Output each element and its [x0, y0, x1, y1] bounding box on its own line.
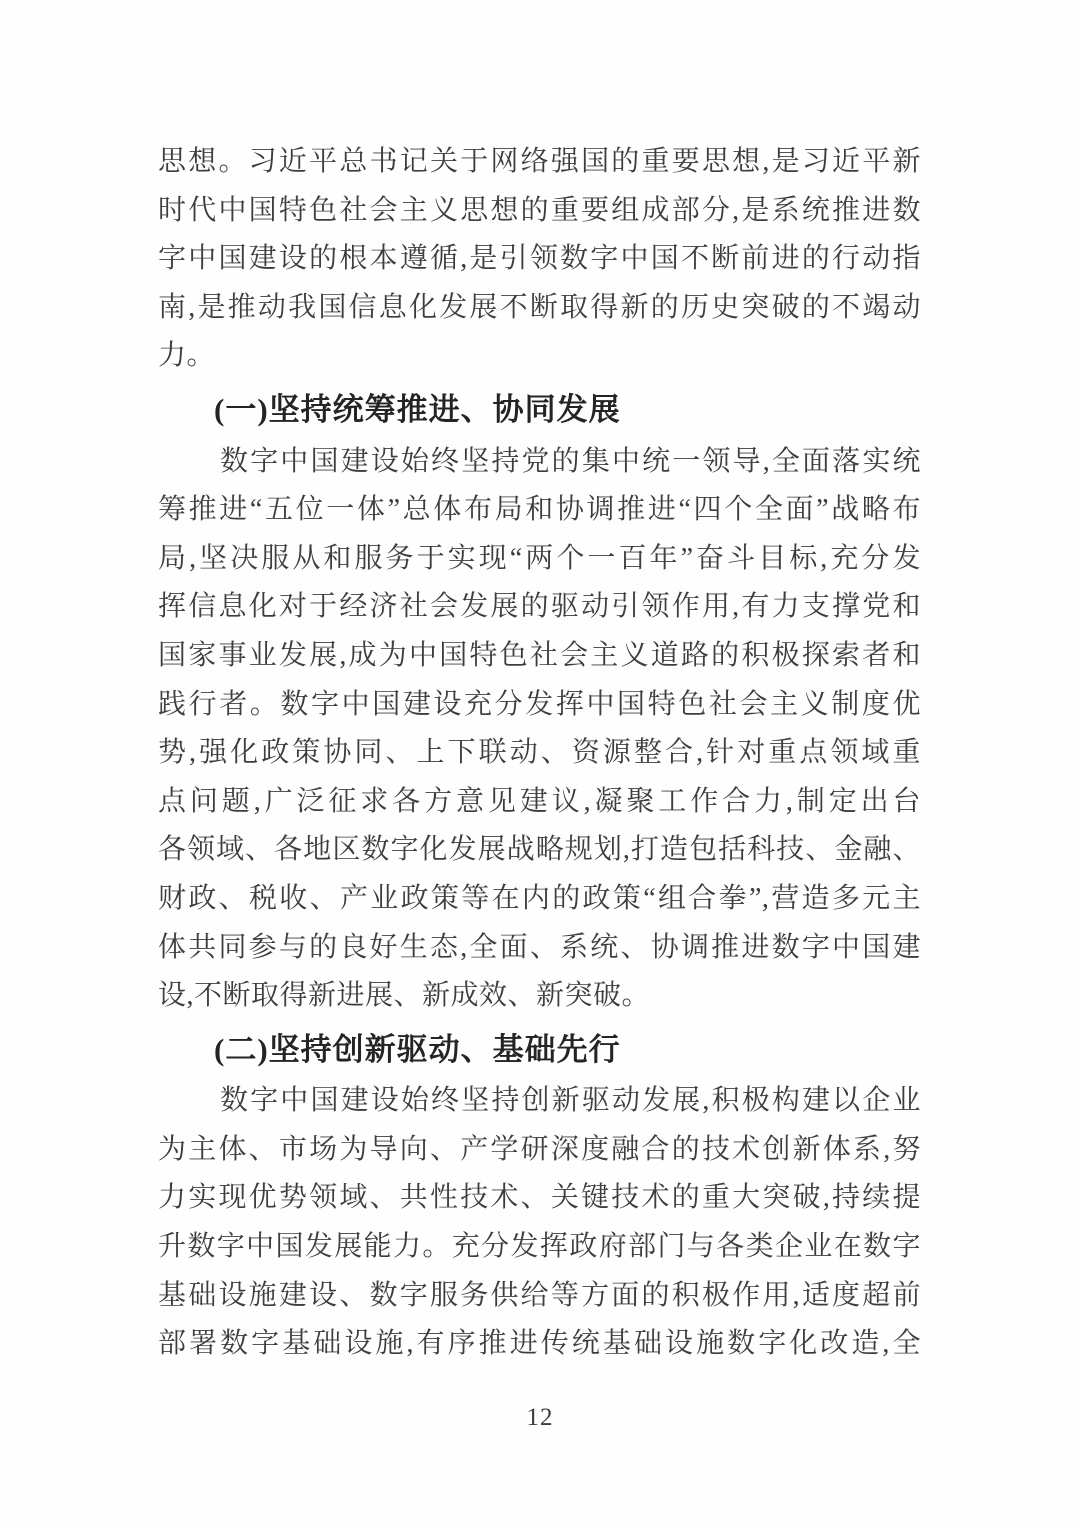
text-line: 设,不断取得新进展、新成效、新突破。	[158, 980, 651, 1012]
text-line: 数字中国建设始终坚持党的集中统一领导,全面落实统	[220, 445, 921, 477]
text-line: 财政、税收、产业政策等在内的政策“组合拳”,营造多元主	[158, 882, 921, 914]
text-line: 基础设施建设、数字服务供给等方面的积极作用,适度超前	[158, 1279, 921, 1311]
text-line: 点问题,广泛征求各方意见建议,凝聚工作合力,制定出台	[158, 785, 921, 817]
text-line: 各领域、各地区数字化发展战略规划,打造包括科技、金融、	[158, 834, 921, 866]
text-line: 筹推进“五位一体”总体布局和协调推进“四个全面”战略布	[158, 494, 921, 526]
page-number: 12	[526, 1404, 554, 1431]
text-line: 局,坚决服从和服务于实现“两个一百年”奋斗目标,充分发	[158, 542, 921, 574]
section-heading: (一)坚持统筹推进、协同发展	[214, 391, 621, 427]
text-line: 力。	[158, 340, 216, 372]
page-footer	[0, 1404, 1080, 1432]
text-line: 南,是推动我国信息化发展不断取得新的历史突破的不竭动	[158, 291, 921, 323]
text-line: 字中国建设的根本遵循,是引领数字中国不断前进的行动指	[158, 243, 921, 275]
text-line: 部署数字基础设施,有序推进传统基础设施数字化改造,全	[158, 1328, 921, 1360]
text-line: 国家事业发展,成为中国特色社会主义道路的积极探索者和	[158, 639, 921, 671]
text-line: 践行者。数字中国建设充分发挥中国特色社会主义制度优	[158, 688, 921, 720]
text-line: 升数字中国发展能力。充分发挥政府部门与各类企业在数字	[158, 1231, 921, 1263]
section-heading: (二)坚持创新驱动、基础先行	[214, 1031, 621, 1067]
text-line: 力实现优势领域、共性技术、关键技术的重大突破,持续提	[158, 1182, 921, 1214]
paragraph	[158, 1077, 921, 1369]
text-line: 数字中国建设始终坚持创新驱动发展,积极构建以企业	[220, 1085, 921, 1117]
text-line: 为主体、市场为导向、产学研深度融合的技术创新体系,努	[158, 1133, 921, 1165]
document-body	[158, 138, 921, 1369]
text-line: 时代中国特色社会主义思想的重要组成部分,是系统推进数	[158, 194, 921, 226]
text-line: 思想。习近平总书记关于网络强国的重要思想,是习近平新	[158, 146, 921, 177]
text-line: 挥信息化对于经济社会发展的驱动引领作用,有力支撑党和	[158, 591, 921, 623]
paragraph	[158, 138, 921, 381]
text-line: 体共同参与的良好生态,全面、系统、协调推进数字中国建	[158, 931, 921, 963]
text-line: 势,强化政策协同、上下联动、资源整合,针对重点领域重	[158, 737, 921, 769]
paragraph	[158, 438, 921, 1021]
